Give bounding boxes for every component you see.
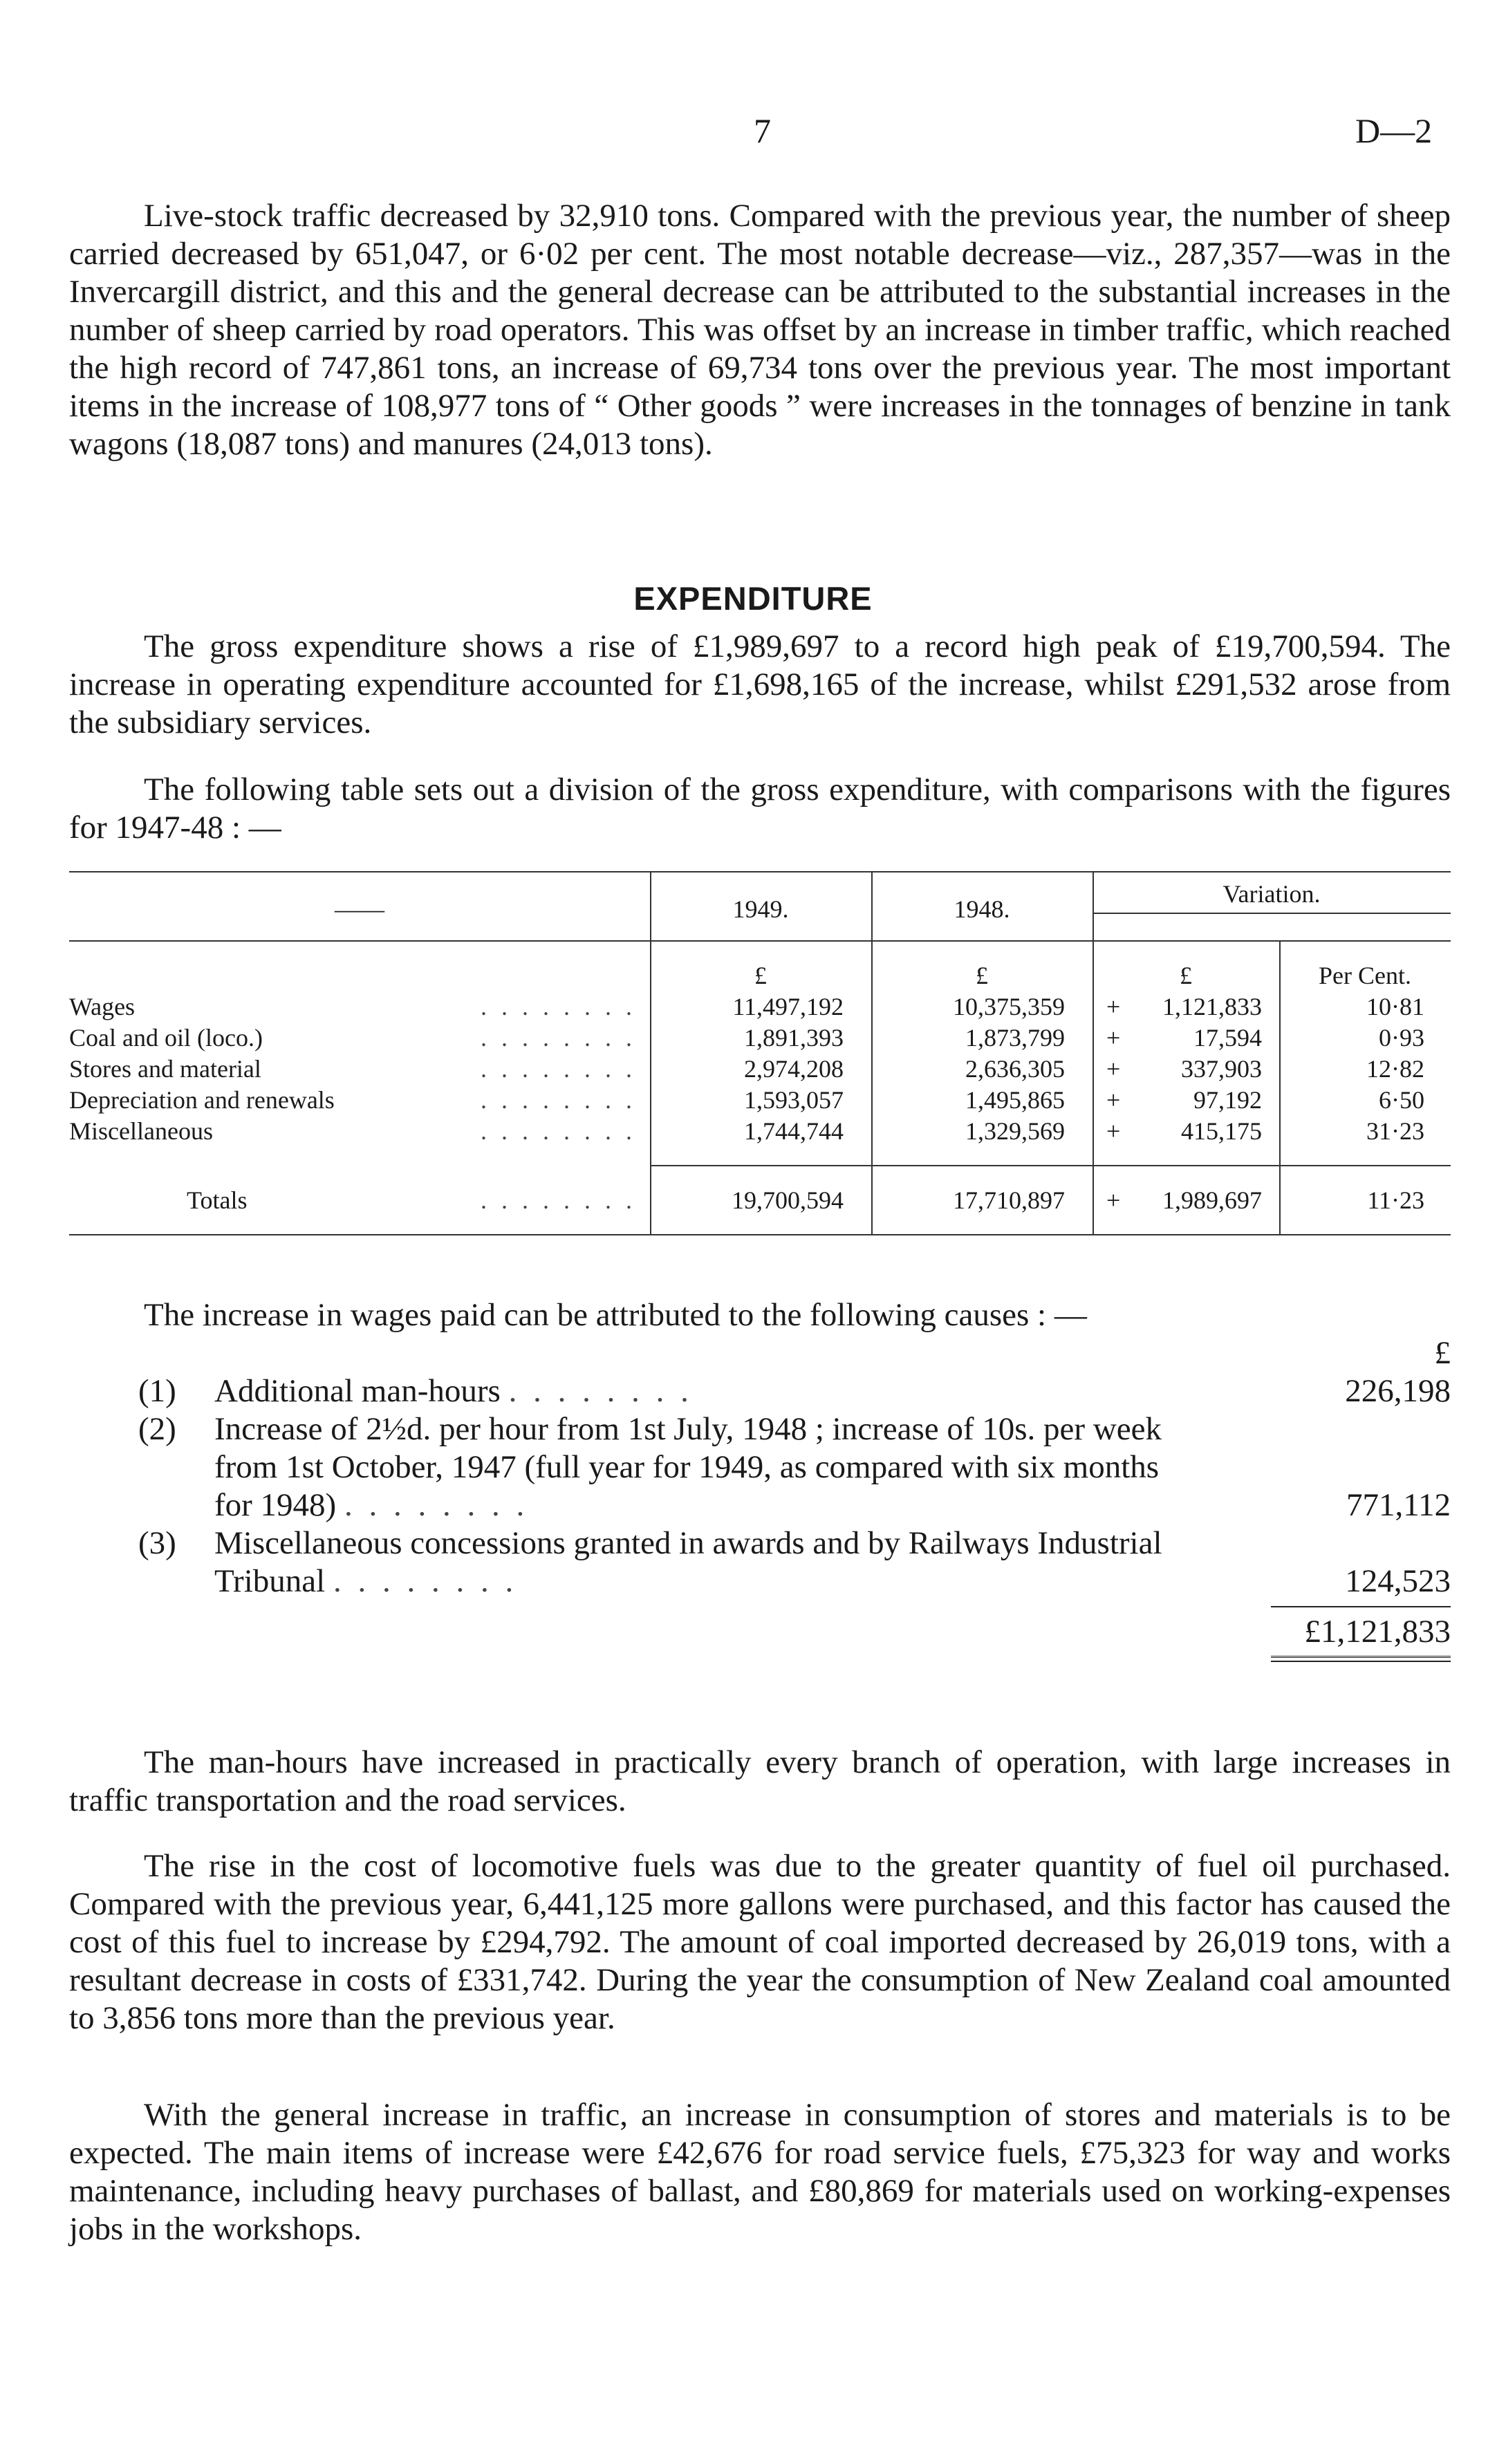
cause-text: Miscellaneous concessions granted in awards and by Railways Industrial Tribunal . . . . . . . . <box>214 1525 1162 1599</box>
cell-var-percent: 12·82 <box>1366 1055 1424 1083</box>
cause-amount: 226,198 <box>1345 1373 1451 1409</box>
totals-label: Totals <box>187 1186 248 1214</box>
list-item <box>69 1372 1451 1410</box>
cell-1948: 2,636,305 <box>965 1055 1065 1083</box>
total-1949: 19,700,594 <box>732 1186 844 1214</box>
cause-amount: 124,523 <box>1345 1563 1451 1599</box>
col-divider-1949 <box>650 871 651 1234</box>
total-sign: + <box>1106 1186 1121 1214</box>
cell-1949: 1,593,057 <box>744 1086 844 1114</box>
page-number: 7 <box>754 111 771 150</box>
fuel-paragraph <box>69 1847 1451 2037</box>
cause-number: (1) <box>138 1373 176 1409</box>
cause-amount: 771,112 <box>1346 1487 1451 1523</box>
table-corner: —— <box>335 895 384 923</box>
man-hours-text: The man-hours have increased in practically every branch of operation, with large increases in traffic transportation and the road services. <box>69 1744 1451 1818</box>
cell-sign: + <box>1106 1024 1121 1052</box>
wage-causes <box>69 1296 1451 1677</box>
cell-var-amount: 337,903 <box>1181 1055 1262 1083</box>
cell-sign: + <box>1106 1086 1121 1114</box>
unit-var-amount: £ <box>1180 962 1192 989</box>
total-var-amount: 1,989,697 <box>1162 1186 1262 1214</box>
table-bottom-rule <box>69 1234 1451 1235</box>
man-hours-paragraph <box>69 1744 1451 1820</box>
row-dots: . . . . . . . . <box>481 993 636 1020</box>
cause-number: (2) <box>138 1411 176 1447</box>
cell-var-amount: 415,175 <box>1181 1117 1262 1145</box>
stores-paragraph <box>69 2096 1451 2248</box>
causes-total-amount: £1,121,833 <box>1304 1614 1451 1650</box>
variation-underline <box>1093 913 1451 914</box>
section-title: EXPENDITURE <box>633 580 873 617</box>
unit-var-percent: Per Cent. <box>1319 962 1411 989</box>
unit-1949: £ <box>754 962 767 989</box>
cell-1949: 1,744,744 <box>744 1117 844 1145</box>
report-reference: D—2 <box>1355 111 1433 150</box>
list-item <box>69 1410 1451 1524</box>
table-top-rule <box>69 871 1451 872</box>
table-intro-paragraph <box>69 771 1451 847</box>
cell-1948: 1,495,865 <box>965 1086 1065 1114</box>
header-1949: 1949. <box>732 895 789 923</box>
cause-number: (3) <box>138 1525 176 1561</box>
cell-1949: 1,891,393 <box>744 1024 844 1052</box>
col-divider-variation <box>1093 871 1094 1234</box>
row-dots: . . . . . . . . <box>481 1117 636 1145</box>
stores-text: With the general increase in traffic, an increase in consumption of stores and materials is to be expected. The main items of increase were £42,676 for road service fuels, £75,323 for way and works maintenance, including heavy purchases of ballast, and £80,869 for materials used on working-expenses jobs in the workshops. <box>69 2097 1451 2247</box>
fuel-text: The rise in the cost of locomotive fuels was due to the greater quantity of fuel oil purchased. Compared with the previous year, 6,441,125 more gallons were purchased, and this factor has caused the cost of this fuel to increase by £294,792. The amount of coal imported decreased by 26,019 tons, with a resultant decrease in costs of £331,742. During the year the consumption of New Zealand coal amounted to 3,856 tons more than the previous year. <box>69 1848 1451 2036</box>
unit-1948: £ <box>976 962 988 989</box>
row-dots: . . . . . . . . <box>481 1186 636 1214</box>
row-label: Wages <box>69 993 136 1020</box>
total-1948: 17,710,897 <box>953 1186 1065 1214</box>
livestock-paragraph <box>69 197 1451 463</box>
cell-1948: 10,375,359 <box>953 993 1065 1020</box>
table-header-rule <box>69 940 1451 942</box>
total-var-percent: 11·23 <box>1367 1186 1424 1214</box>
cell-var-amount: 97,192 <box>1193 1086 1262 1114</box>
expenditure-table <box>69 864 1451 1251</box>
header-variation: Variation. <box>1223 880 1321 908</box>
row-label: Stores and material <box>69 1055 261 1083</box>
cell-1949: 2,974,208 <box>744 1055 844 1083</box>
row-label: Coal and oil (loco.) <box>69 1024 263 1052</box>
row-dots: . . . . . . . . <box>481 1024 636 1052</box>
cause-text: Increase of 2½d. per hour from 1st July, 1948 ; increase of 10s. per week from 1st October, 1947 (full year for 1949, as compared with six months for 1948) . . . . . . . . <box>214 1411 1162 1523</box>
cell-sign: + <box>1106 1117 1121 1145</box>
cell-sign: + <box>1106 993 1121 1020</box>
livestock-paragraph-text: Live-stock traffic decreased by 32,910 tons. Compared with the previous year, the number of sheep carried decreased by 651,047, or 6·02 per cent. The most notable decrease—viz., 287,357—was in the Invercargill district, and this and the general decrease can be attributed to the substantial increases in the number of sheep carried by road operators. This was offset by an increase in timber traffic, which reached the high record of 747,861 tons, an increase of 69,734 tons over the previous year. The most important items in the increase of 108,977 tons of “ Other goods ” were increases in the tonnages of benzine in tank wagons (18,087 tons) and manures (24,013 tons). <box>69 198 1451 462</box>
cell-1948: 1,873,799 <box>965 1024 1065 1052</box>
cell-1949: 11,497,192 <box>732 993 844 1020</box>
row-dots: . . . . . . . . <box>481 1055 636 1083</box>
row-label: Miscellaneous <box>69 1117 213 1145</box>
cell-sign: + <box>1106 1055 1121 1083</box>
table-sum-rule <box>650 1165 1451 1166</box>
list-item <box>69 1524 1451 1600</box>
cell-var-percent: 31·23 <box>1366 1117 1424 1145</box>
total-rule-top <box>1271 1606 1451 1607</box>
cell-var-amount: 1,121,833 <box>1162 993 1262 1020</box>
causes-total <box>69 1600 1451 1677</box>
row-label: Depreciation and renewals <box>69 1086 335 1114</box>
expenditure-paragraph-text: The gross expenditure shows a rise of £1,989,697 to a record high peak of £19,700,594. The increase in operating expenditure accounted for £1,698,165 of the increase, whilst £291,532 arose from the subsidiary services. <box>69 628 1451 740</box>
wage-causes-intro: The increase in wages paid can be attributed to the following causes : — <box>144 1297 1087 1333</box>
cell-var-percent: 0·93 <box>1379 1024 1424 1052</box>
currency-heading: £ <box>1434 1335 1451 1371</box>
cell-var-percent: 6·50 <box>1379 1086 1424 1114</box>
expenditure-paragraph <box>69 628 1451 742</box>
cell-var-percent: 10·81 <box>1366 993 1424 1020</box>
row-dots: . . . . . . . . <box>481 1086 636 1114</box>
col-divider-1948 <box>871 871 873 1234</box>
cell-var-amount: 17,594 <box>1193 1024 1262 1052</box>
cause-text: Additional man-hours . . . . . . . . <box>214 1373 693 1409</box>
header-1948: 1948. <box>954 895 1010 923</box>
total-rule-bottom <box>1271 1656 1451 1662</box>
table-intro-text: The following table sets out a division of the gross expenditure, with comparisons with the figures for 1947-48 : — <box>69 772 1451 846</box>
cell-1948: 1,329,569 <box>965 1117 1065 1145</box>
